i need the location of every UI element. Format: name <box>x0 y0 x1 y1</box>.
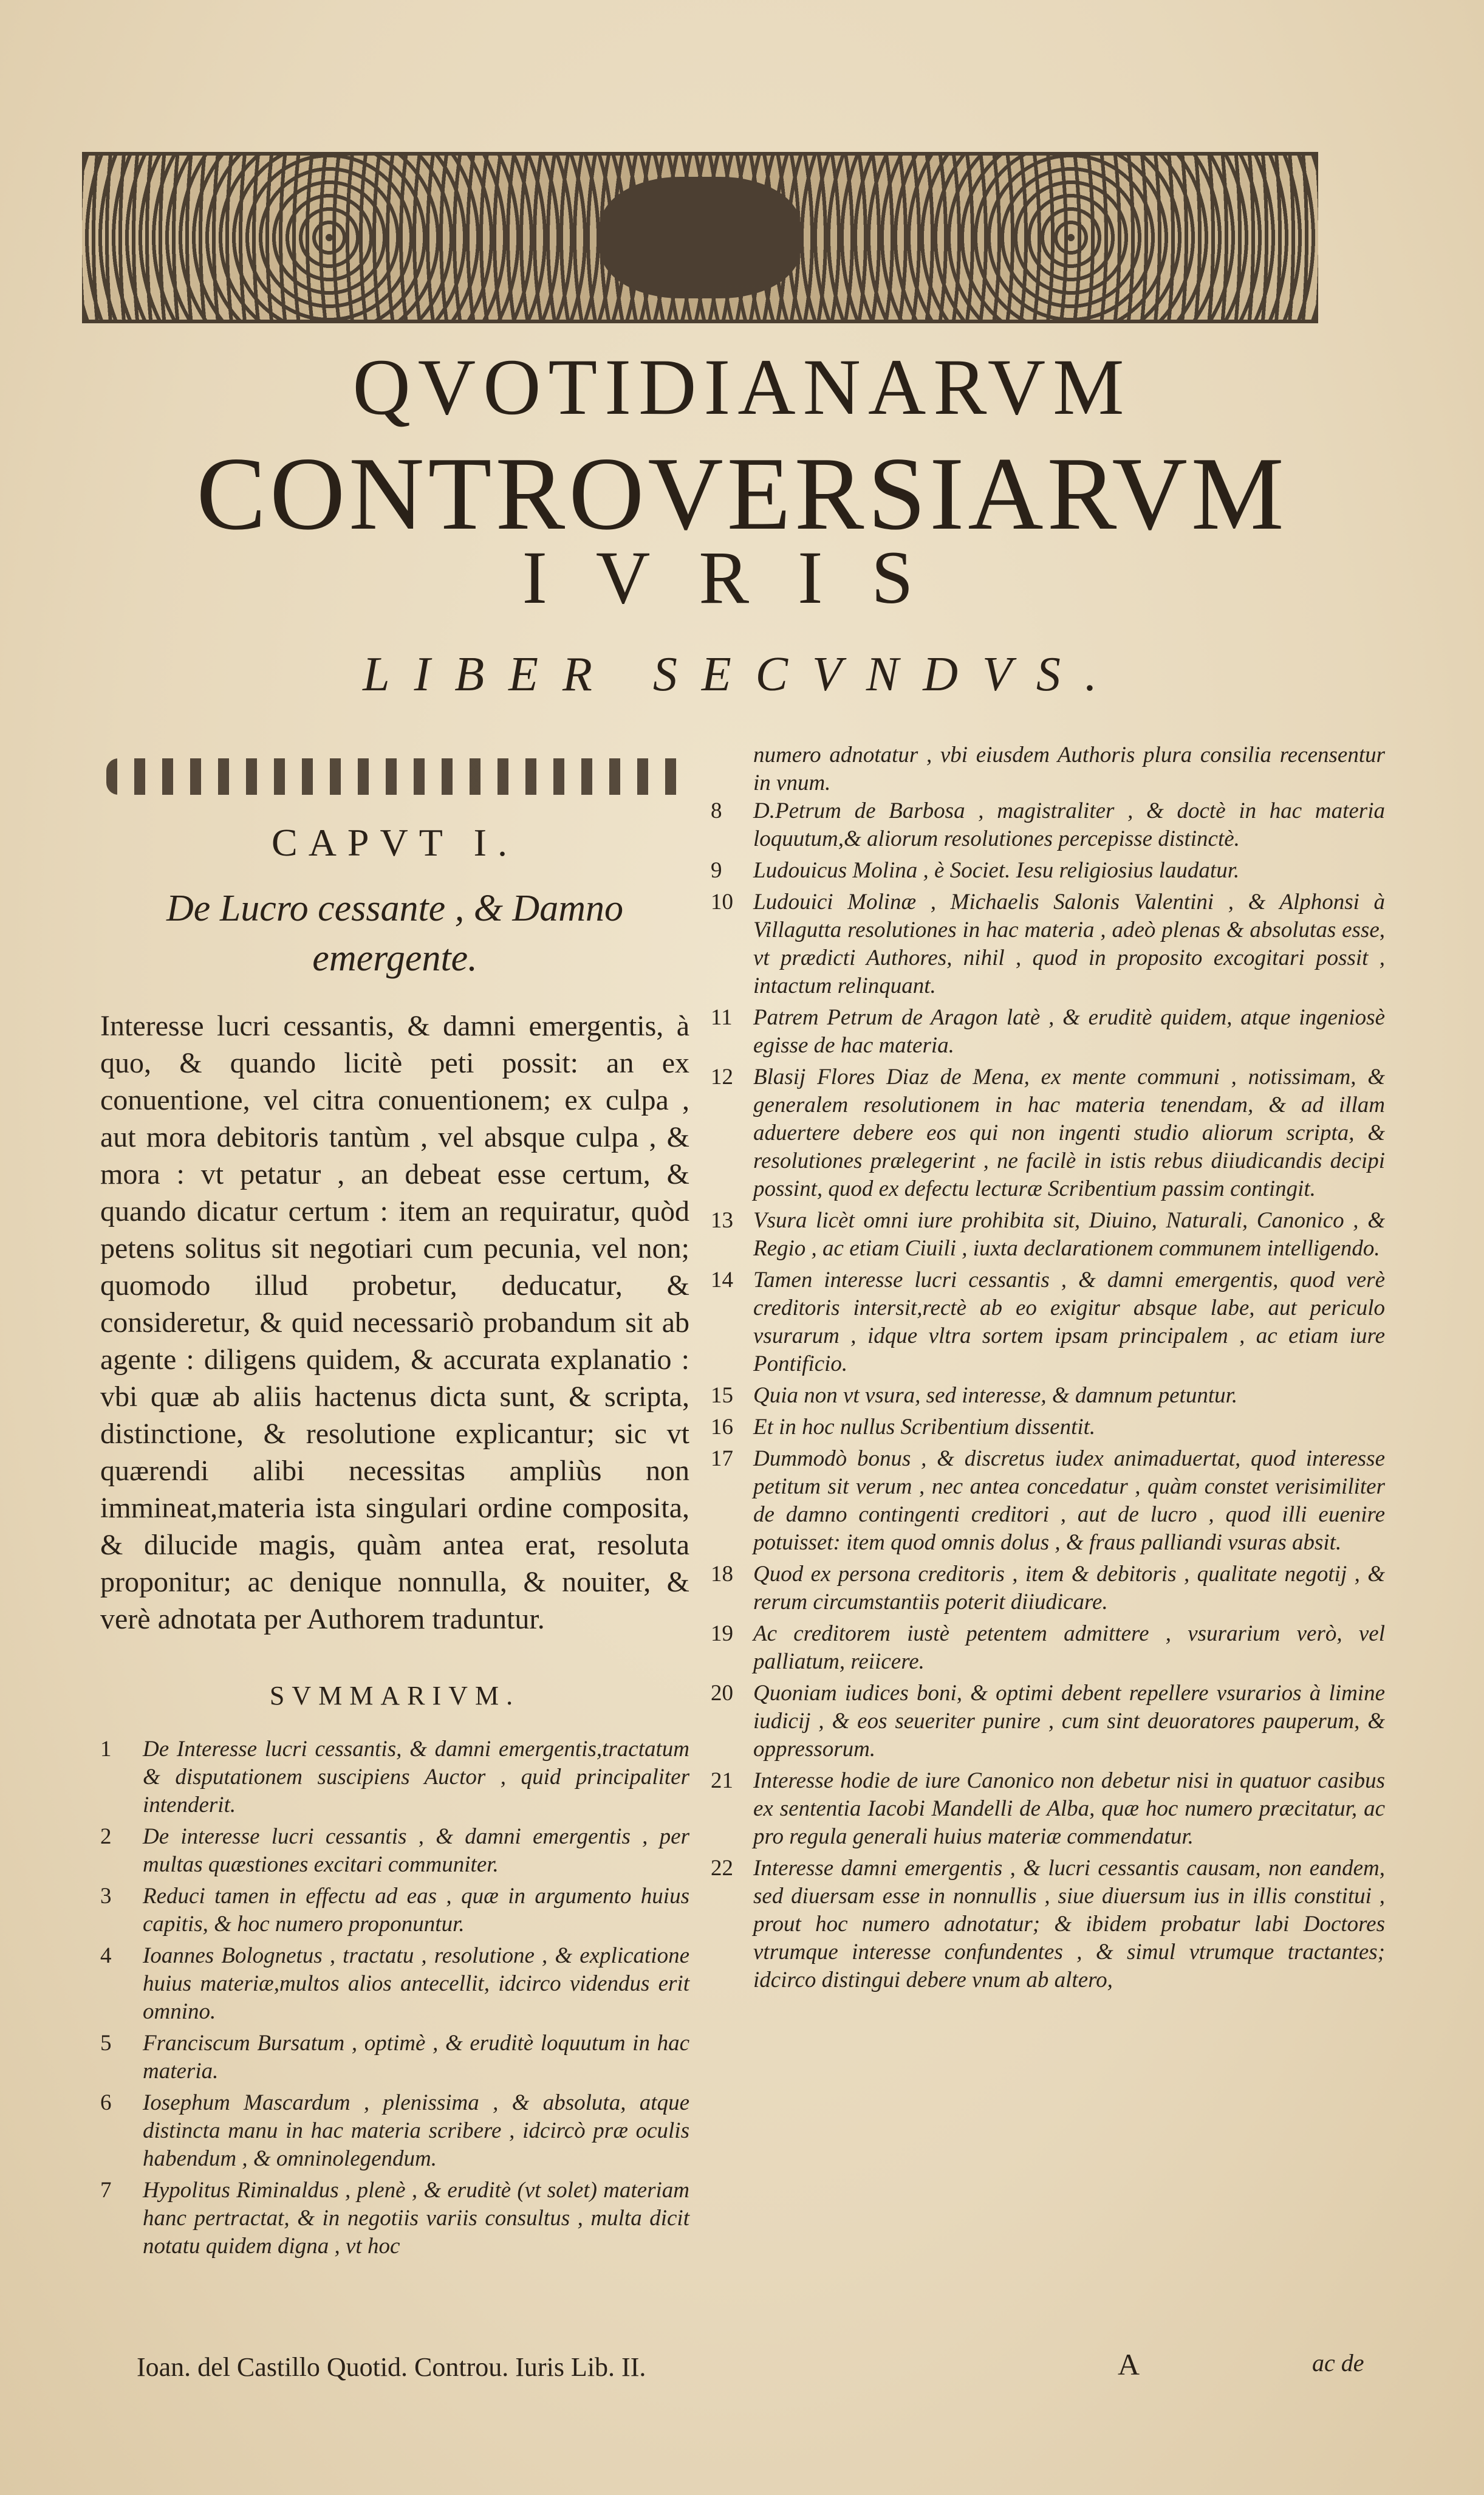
summary-item: 21 Interesse hodie de iure Canonico non debetur nisi in quatuor casibus ex sententia Iacobi Mandelli de Alba, quæ hoc numero præcitatur, ac pro regula generali huius materiæ commendatur. <box>711 1768 1385 1849</box>
fleuron-row-ornament <box>106 758 689 795</box>
signature-mark: A <box>1118 2347 1140 2381</box>
right-column <box>711 741 1385 1998</box>
chapter-title: De Lucro cessante , & Damno emergente. <box>166 888 623 979</box>
summary-heading: SVMMARIVM. <box>269 1681 521 1711</box>
decorative-headpiece <box>82 152 1318 323</box>
summary-item: 7 Hypolitus Riminaldus , plenè , & eruditè (vt solet) materiam hanc pertractat, & in negotiis variis consultus , multa dicit notatu quidem digna , vt hoc <box>100 2178 689 2259</box>
summary-item: 13 Vsura licèt omni iure prohibita sit, Diuino, Naturali, Canonico , & Regio , ac etiam Ciuili , iuxta declarationem communem intelligendo. <box>711 1208 1385 1261</box>
summary-item: 11 Patrem Petrum de Aragon latè , & eruditè quidem, atque ingeniosè egisse de hac materia. <box>711 1005 1385 1058</box>
chapter-intro: Interesse lucri cessantis, & damni emergentis, à quo, & quando licitè peti possit: an ex conuentione, vel citra conuentionem; ex culpa , aut mora debitoris tantùm , vel absque culpa , & mora : vt petatur , an debeat esse certum, & quando dicatur certum : item an requiratur, quòd petens solitus sit negotiari cum pecunia, vel non; quomodo illud probetur, deducatur, & consideretur, & quid necessariò probandum sit ab agente : diligens quidem, & accurata explanatio : vbi quæ ab aliis hactenus dicta sunt, & scripta, distinctione, & resolutione explicantur; sic vt quærendi alibi necessitas ampliùs non immineat,materia ista singulari ordine composita, & dilucide magis, quàm antea erat, resoluta proponitur; ac denique nonnulla, & nouiter, & verè adnotata per Authorem traduntur. <box>100 1010 689 1635</box>
summary-continuation: numero adnotatur , vbi eiusdem Authoris plura consilia recensentur in vnum. <box>753 743 1385 795</box>
summary-item: 12 Blasij Flores Diaz de Mena, ex mente communi , notissimam, & generalem resolutionem in hac materia tenendam, & ad illam aduertere debere eos qui non ingenti studio aliorum scripta, & resolutiones prælegerint , ne facilè in istis rebus diiudicandis decipi possint, quod ex defectu lecturæ Scribentium passim contingit. <box>711 1065 1385 1201</box>
title-line-2: CONTROVERSIARVM <box>196 436 1288 552</box>
summary-item: 22 Interesse damni emergentis , & lucri cessantis causam, non eandem, sed diuersam esse in nonnullis , siue diuersum ius in illis constitui , prout hoc numero adnotatur; & ibidem probatur labi Doctores vtrumque interesse confundentes , & simul vtrumque tractantes; idcirco distingui debere vnum ab altero, <box>711 1856 1385 1992</box>
summary-item: 5 Franciscum Bursatum , optimè , & eruditè loquutum in hac materia. <box>100 2031 689 2084</box>
chapter-number: CAPVT I. <box>272 821 518 864</box>
left-column <box>100 808 689 2264</box>
summary-item: 18 Quod ex persona creditoris , item & debitoris , qualitate negotij , & rerum circumstantiis poterit diiudicare. <box>711 1562 1385 1615</box>
summary-item: 9 Ludouicus Molina , è Societ. Iesu religiosius laudatur. <box>711 858 1240 883</box>
title-line-1: QVOTIDIANARVM <box>352 342 1132 431</box>
summary-item: 19 Ac creditorem iustè petentem admittere , vsurarium verò, vel palliatum, reiicere. <box>711 1621 1385 1674</box>
summary-item: 4 Ioannes Bolognetus , tractatu , resolutione , & explicatione huius materiæ,multos alios antecellit, idcirco videndus erit omnino. <box>100 1943 689 2024</box>
summary-item: 1 De Interesse lucri cessantis, & damni emergentis,tractatum & disputationem suscipiens Auctor , quid principaliter intenderit. <box>100 1737 689 1817</box>
summary-item: 14 Tamen interesse lucri cessantis , & damni emergentis, quod verè creditoris intersit,rectè ab eo exigitur absque labe, aut periculo vsurarum , idque vltra sortem ipsam principalem , ac etiam iure Pontificio. <box>711 1268 1385 1376</box>
mask-ornament-icon <box>600 177 801 298</box>
summary-item: 10 Ludouici Molinæ , Michaelis Salonis Valentini , & Alphonsi à Villagutta resolutiones in hac materia , adeò plenas & absolutas esse, vt prædicti Authores, nihil , quod in proposito excogitari possit , intactum relinquant. <box>711 890 1385 998</box>
summary-item: 8 D.Petrum de Barbosa , magistraliter , & doctè in hac materia loquutum,& aliorum resolutiones percepisse distinctè. <box>711 798 1385 851</box>
summary-item: 3 Reduci tamen in effectu ad eas , quæ in argumento huius capitis, & hoc numero proponuntur. <box>100 1884 689 1937</box>
title-line-3: IVRIS <box>522 536 962 619</box>
title-line-4: LIBER SECVNDVS. <box>363 648 1121 701</box>
catchword: ac de <box>1312 2349 1364 2377</box>
summary-item: 20 Quoniam iudices boni, & optimi debent repellere vsurarios à limine iudicij , & eos seueriter punire , cum sint deuoratores pauperum, & oppressorum. <box>711 1681 1385 1762</box>
summary-item: 17 Dummodò bonus , & discretus iudex animaduertat, quod interesse petitum sit verum , nec antea concedatur , quàm constet verisimiliter de damno contingenti creditori , aut de lucro , quod illi euenire potuisset: item quod omnis dolus , & fraus palliandi vsuras absit. <box>711 1446 1385 1555</box>
summary-item: 2 De interesse lucri cessantis , & damni emergentis , per multas quæstiones excitari communiter. <box>100 1824 689 1877</box>
summary-item: 15 Quia non vt vsura, sed interesse, & damnum petuntur. <box>711 1383 1238 1408</box>
running-footer: Ioan. del Castillo Quotid. Controu. Iuris Lib. II. <box>137 2352 646 2382</box>
summary-item: 6 Iosephum Mascardum , plenissima , & absoluta, atque distincta manu in hac materia scribere , idcircò præ oculis habendum , & omninolegendum. <box>100 2090 689 2171</box>
summary-item: 16 Et in hoc nullus Scribentium dissentit. <box>711 1415 1096 1440</box>
